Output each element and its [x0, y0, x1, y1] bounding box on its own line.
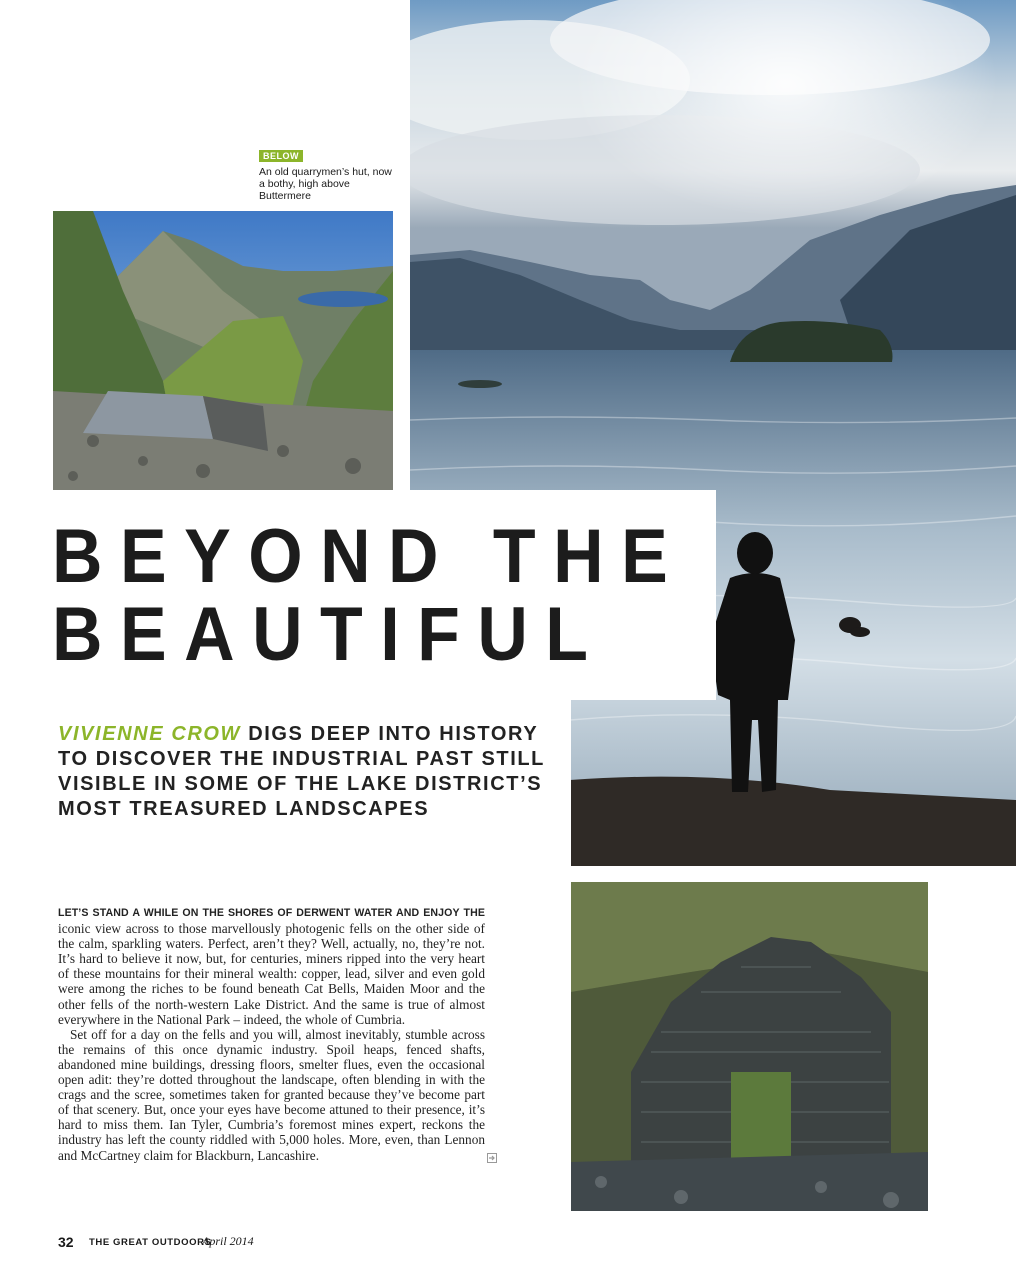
article-title: [52, 514, 686, 677]
caption-text: An old quarrymen’s hut, now a bothy, high above Buttermere: [259, 166, 392, 202]
body-paragraph-2: Set off for a day on the fells and you will, almost inevitably, stumble across the remains of this once dynamic industry. Spoil heaps, fenced shafts, abandoned mine buildings, dressing floors, smelter flues, even the occasional open adit: they’re dotted throughout the landscape, often blending in with the crags and the scree, sometimes taken for granted because they’ve become part of that scenery. But, once your eyes have become attuned to their presence, it’s hard to miss them. Ian Tyler, Cumbria’s foremost mines expert, reckons the industry has left the county riddled with 5,000 holes. More, even, than Lennon and McCartney claim for Blackburn, Lancashire.: [58, 1026, 485, 1163]
page-number: 32: [58, 1234, 74, 1250]
body-lead-in: LET’S STAND A WHILE ON THE SHORES OF DERWENT WATER AND ENJOY THE: [58, 907, 485, 919]
magazine-name: THE GREAT OUTDOORS: [89, 1237, 212, 1248]
author-name: VIVIENNE CROW: [58, 723, 242, 745]
photo-caption: [259, 146, 399, 202]
standfirst-text: DIGS DEEP INTO HISTORY TO DISCOVER THE INDUSTRIAL PAST STILL VISIBLE IN SOME OF THE LAKE DISTRICT’S MOST TREASURED LANDSCAPES: [58, 723, 545, 820]
title-line-1: BEYOND THE: [52, 514, 686, 599]
issue-date: April 2014: [202, 1234, 254, 1248]
quarrymen-hut-photo: [53, 211, 393, 490]
standfirst: [58, 722, 558, 822]
continue-arrow-icon: [475, 1151, 485, 1161]
article-body: [58, 904, 485, 1163]
caption-tag: BELOW: [259, 150, 303, 162]
ruined-building-photo: [571, 882, 928, 1211]
body-paragraph-1: iconic view across to those marvellously photogenic fells on the other side of the calm, sparkling waters. Perfect, aren’t they? Well, actually, no, they’re not. It’s hard to believe it now, but, for centuries, miners ripped into the very heart of these mountains for their mineral wealth: copper, lead, silver and even gold were among the riches to be found beneath Cat Bells, Maiden Moor and the other fells of the north-western Lake District. And the same is true of almost everywhere in the National Park – indeed, the whole of Cumbria.: [58, 921, 485, 1027]
title-line-2: BEAUTIFUL: [52, 592, 606, 677]
